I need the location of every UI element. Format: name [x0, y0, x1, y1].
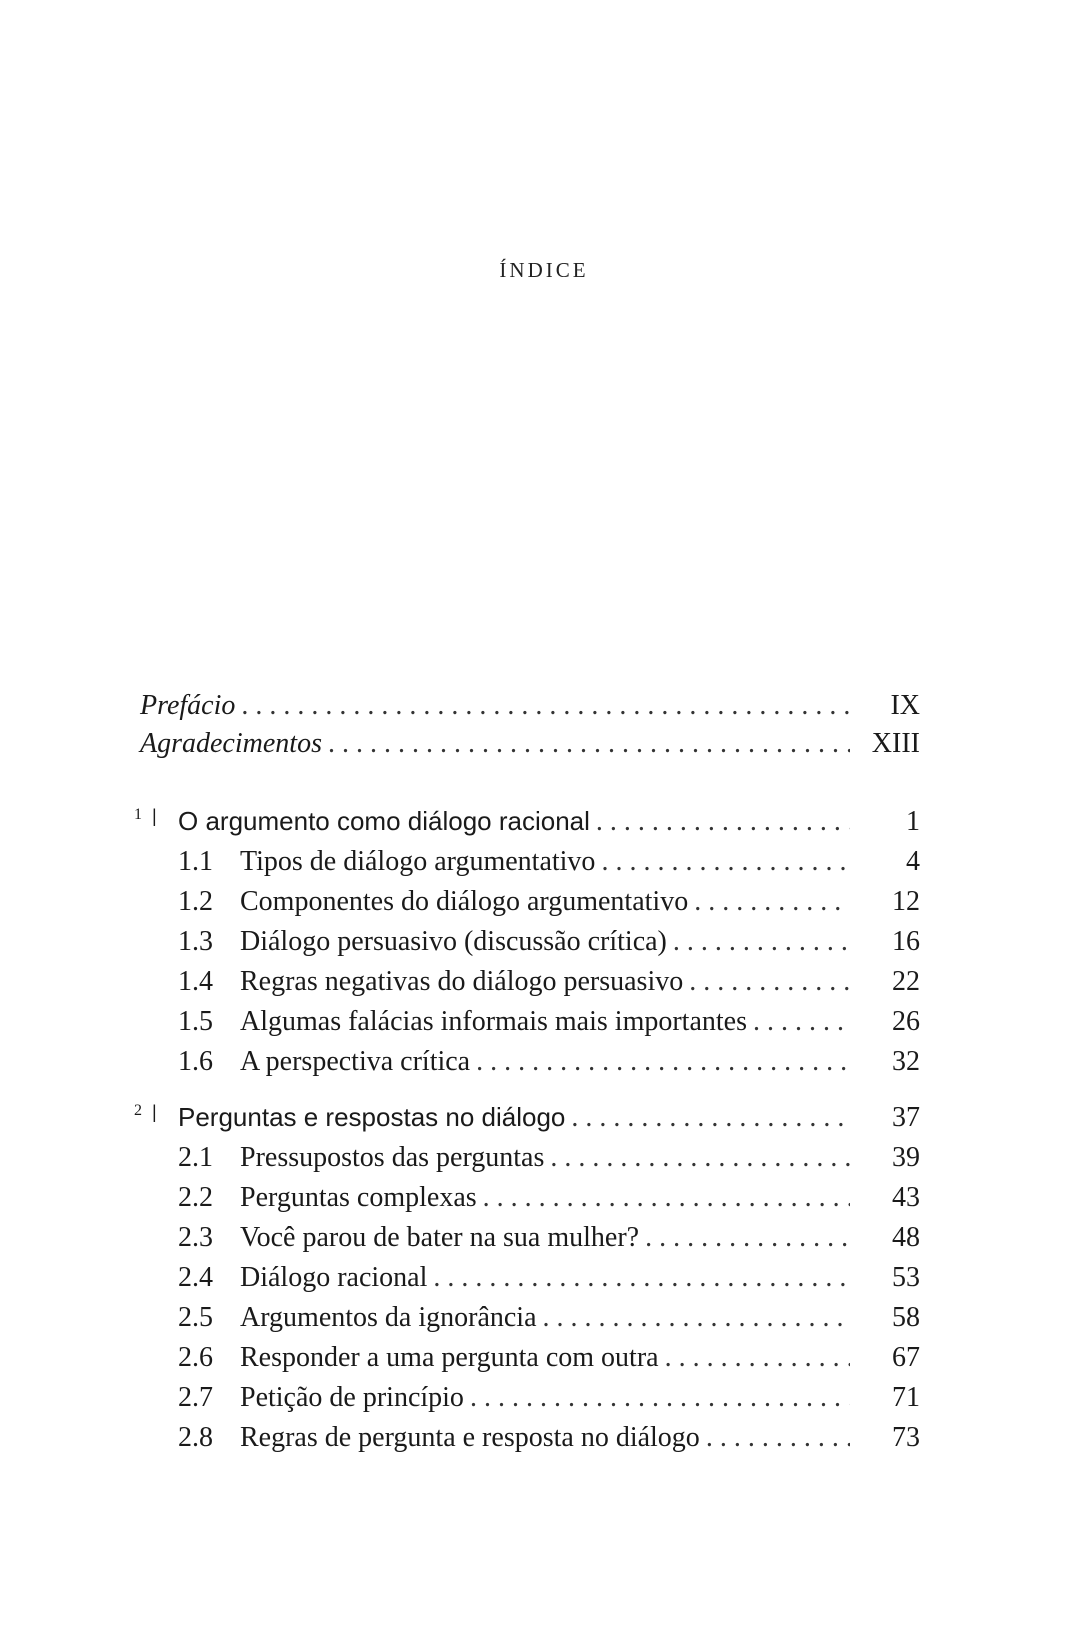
toc-page-number: 4: [906, 846, 920, 877]
toc-entry-label: Perguntas e respostas no diálogo: [178, 1102, 566, 1132]
toc-section[interactable]: [140, 1006, 920, 1046]
leader-dots: [328, 728, 850, 760]
toc-entry-label: Você parou de bater na sua mulher?: [240, 1222, 640, 1253]
section-number: 2.4: [178, 1262, 213, 1293]
leader-dots: [689, 966, 850, 998]
toc-section[interactable]: [140, 926, 920, 966]
toc-entry-label: A perspectiva crítica: [240, 1046, 471, 1077]
toc-page-number: 67: [892, 1342, 920, 1373]
chapter-separator: |: [152, 806, 157, 826]
toc-chapter-1[interactable]: [134, 806, 920, 846]
leader-dots: [673, 926, 850, 958]
toc-section[interactable]: [140, 886, 920, 926]
toc-section[interactable]: [140, 1422, 920, 1462]
toc-page-number: 58: [892, 1302, 920, 1333]
spacer: [140, 1086, 920, 1102]
leader-dots: [550, 1142, 850, 1174]
toc-page-number: 37: [892, 1102, 920, 1133]
toc-entry-label: O argumento como diálogo racional: [178, 806, 590, 836]
toc-page-number: 12: [892, 886, 920, 917]
section-number: 2.7: [178, 1382, 213, 1413]
leader-dots: [665, 1342, 850, 1374]
section-number: 1.4: [178, 966, 213, 997]
toc-page-number: 26: [892, 1006, 920, 1037]
page-title: ÍNDICE: [499, 258, 589, 282]
toc-section[interactable]: [140, 966, 920, 1006]
leader-dots: [706, 1422, 850, 1454]
toc-section[interactable]: [140, 846, 920, 886]
toc-section[interactable]: [140, 1382, 920, 1422]
section-number: 2.2: [178, 1182, 213, 1213]
leader-dots: [571, 1102, 850, 1134]
toc-entry-preface[interactable]: [140, 690, 920, 728]
leader-dots: [476, 1046, 850, 1078]
toc-entry-label: Argumentos da ignorância: [240, 1302, 537, 1333]
toc-page-number: 32: [892, 1046, 920, 1077]
section-number: 1.6: [178, 1046, 213, 1077]
toc-section[interactable]: [140, 1302, 920, 1342]
toc-page-number: 73: [892, 1422, 920, 1453]
toc-entry-label: Responder a uma pergunta com outra: [240, 1342, 659, 1373]
leader-dots: [753, 1006, 850, 1038]
toc-entry-label: Regras de pergunta e resposta no diálogo: [240, 1422, 700, 1453]
spacer: [140, 766, 920, 806]
section-number: 1.1: [178, 846, 213, 877]
toc-page-number: 53: [892, 1262, 920, 1293]
leader-dots: [433, 1262, 850, 1294]
toc-entry-label: Perguntas complexas: [240, 1182, 477, 1213]
leader-dots: [645, 1222, 850, 1254]
chapter-number: 2: [134, 1102, 142, 1119]
toc-section[interactable]: [140, 1342, 920, 1382]
toc-chapter-2[interactable]: [134, 1102, 920, 1142]
toc-page-number: 16: [892, 926, 920, 957]
toc-section[interactable]: [140, 1182, 920, 1222]
section-number: 2.5: [178, 1302, 213, 1333]
toc-entry-label: Regras negativas do diálogo persuasivo: [240, 966, 684, 997]
toc-entry-label: Componentes do diálogo argumentativo: [240, 886, 689, 917]
toc-section[interactable]: [140, 1222, 920, 1262]
toc-entry-label: Diálogo racional: [240, 1262, 428, 1293]
table-of-contents: [134, 690, 920, 1462]
leader-dots: [241, 690, 850, 722]
toc-page-number: IX: [890, 690, 920, 721]
toc-page-number: 48: [892, 1222, 920, 1253]
toc-entry-label: Pressupostos das perguntas: [240, 1142, 545, 1173]
section-number: 1.3: [178, 926, 213, 957]
leader-dots: [596, 806, 850, 838]
leader-dots: [601, 846, 850, 878]
section-number: 2.3: [178, 1222, 213, 1253]
leader-dots: [694, 886, 850, 918]
toc-section[interactable]: [140, 1142, 920, 1182]
toc-page-number: 39: [892, 1142, 920, 1173]
toc-page-number: XIII: [871, 728, 920, 759]
toc-entry-label: Algumas falácias informais mais importantes: [240, 1006, 747, 1037]
toc-entry-acknowledgements[interactable]: [140, 728, 920, 766]
toc-entry-label: Tipos de diálogo argumentativo: [240, 846, 596, 877]
section-number: 1.5: [178, 1006, 213, 1037]
section-number: 2.8: [178, 1422, 213, 1453]
toc-entry-label: Prefácio: [140, 690, 236, 721]
toc-entry-label: Petição de princípio: [240, 1382, 464, 1413]
toc-section[interactable]: [140, 1262, 920, 1302]
leader-dots: [483, 1182, 850, 1214]
section-number: 2.6: [178, 1342, 213, 1373]
section-number: 2.1: [178, 1142, 213, 1173]
toc-entry-label: Diálogo persuasivo (discussão crítica): [240, 926, 667, 957]
toc-page-number: 22: [892, 966, 920, 997]
leader-dots: [543, 1302, 850, 1334]
chapter-number: 1: [134, 806, 142, 823]
chapter-separator: |: [152, 1102, 157, 1122]
leader-dots: [470, 1382, 850, 1414]
toc-page-number: 71: [892, 1382, 920, 1413]
toc-page-number: 43: [892, 1182, 920, 1213]
toc-section[interactable]: [140, 1046, 920, 1086]
section-number: 1.2: [178, 886, 213, 917]
toc-page-number: 1: [906, 806, 920, 837]
toc-entry-label: Agradecimentos: [140, 728, 322, 759]
